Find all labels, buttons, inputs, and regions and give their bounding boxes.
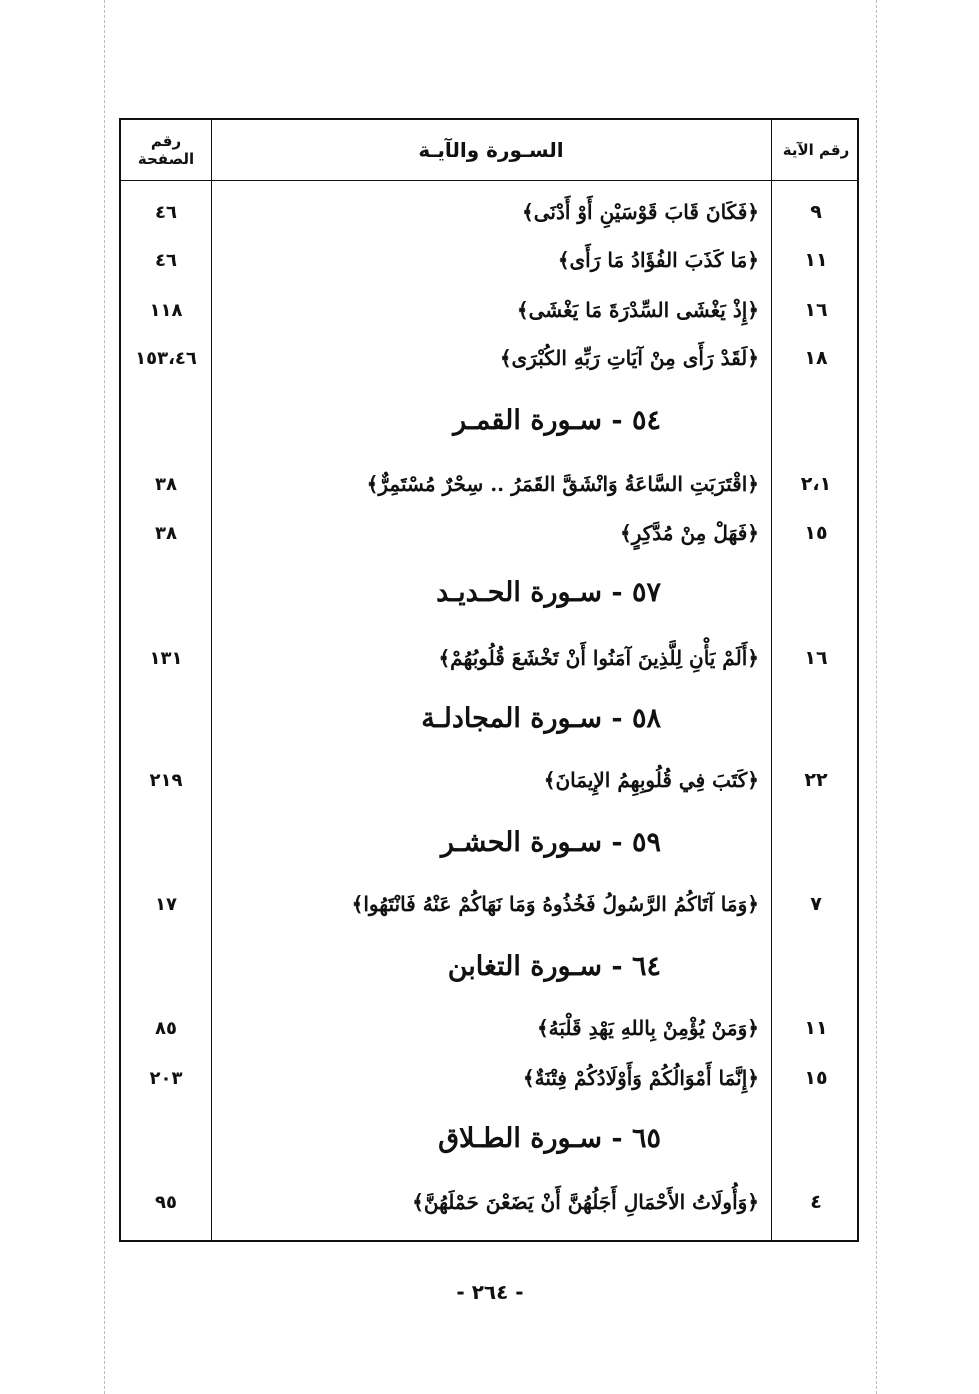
surah-heading: ٥٨ - سـورة المجادلـة bbox=[421, 702, 661, 734]
footer-page-number: - ٢٦٤ - bbox=[456, 1280, 524, 1304]
ayah-text: ﴿مَا كَذَبَ الفُؤَادُ مَا رَأَى﴾ bbox=[557, 248, 759, 272]
ayah-number: ١٥ bbox=[804, 522, 828, 544]
ayah-text: ﴿فَكَانَ قَابَ قَوْسَيْنِ أَوْ أَدْنَى﴾ bbox=[522, 200, 759, 224]
ayah-text: ﴿اقْتَرَبَتِ السَّاعَةُ وَانْشَقَّ القَمَرُ .. سِحْرٌ مُسْتَمِرٌّ﴾ bbox=[366, 472, 759, 496]
surah-heading: ٥٩ - سـورة الحشـر bbox=[440, 826, 661, 858]
index-table bbox=[119, 118, 859, 1242]
ayah-text: ﴿وَأُولَاتُ الأَحْمَالِ أَجَلُهُنَّ أَنْ يَضَعْنَ حَمْلَهُنَّ﴾ bbox=[412, 1190, 759, 1214]
page-number: ١٣١ bbox=[149, 647, 183, 669]
header-divider bbox=[121, 180, 857, 181]
table-row bbox=[121, 884, 861, 924]
table-row bbox=[121, 1182, 861, 1222]
margin-guide bbox=[876, 0, 877, 1394]
ayah-number: ٢،١ bbox=[800, 473, 832, 495]
table-row bbox=[121, 192, 861, 232]
ayah-text: ﴿إِذْ يَغْشَى السِّدْرَةَ مَا يَغْشَى﴾ bbox=[516, 298, 759, 322]
ayah-number: ١٦ bbox=[804, 647, 828, 669]
page-number: ٨٥ bbox=[155, 1017, 177, 1039]
table-row bbox=[121, 338, 861, 378]
ayah-number: ١٨ bbox=[804, 347, 828, 369]
ayah-number: ١٦ bbox=[804, 299, 828, 321]
table-row bbox=[121, 513, 861, 553]
table-row bbox=[121, 290, 861, 330]
ayah-text: ﴿كَتَبَ فِي قُلُوبِهِمُ الإِيمَانَ﴾ bbox=[543, 768, 759, 792]
margin-guide bbox=[104, 0, 105, 1394]
header-surah-ayah: السـورة والآيـة bbox=[418, 138, 564, 162]
page-number: ٩٥ bbox=[155, 1191, 177, 1213]
page-number: ١٥٣،٤٦ bbox=[135, 347, 197, 369]
page-number: ١٧ bbox=[155, 893, 177, 915]
header-ayah-number: رقم الآية bbox=[782, 141, 850, 159]
ayah-number: ٩ bbox=[810, 201, 822, 223]
page-number: ٤٦ bbox=[155, 201, 177, 223]
ayah-number: ١١ bbox=[804, 249, 828, 271]
ayah-number: ١٥ bbox=[804, 1067, 828, 1089]
page-number: ١١٨ bbox=[149, 299, 183, 321]
table-row bbox=[121, 760, 861, 800]
surah-heading: ٦٤ - سـورة التغابن bbox=[447, 950, 661, 982]
table-row bbox=[121, 1058, 861, 1098]
table-row bbox=[121, 1008, 861, 1048]
ayah-text: ﴿وَمَنْ يُؤْمِنْ بِاللهِ يَهْدِ قَلْبَهُ﴾ bbox=[536, 1016, 759, 1040]
ayah-text: ﴿إِنَّمَا أَمْوَالُكُمْ وَأَوْلَادُكُمْ فِتْنَةٌ﴾ bbox=[522, 1066, 759, 1090]
ayah-number: ٤ bbox=[810, 1191, 822, 1213]
surah-heading: ٥٤ - سـورة القمـر bbox=[453, 404, 661, 436]
table-row bbox=[121, 464, 861, 504]
page-number: ٤٦ bbox=[155, 249, 177, 271]
header-page-number: رقم الصفحة bbox=[137, 132, 195, 168]
page-number: ٣٨ bbox=[155, 473, 177, 495]
ayah-number: ٧ bbox=[810, 893, 822, 915]
ayah-text: ﴿أَلَمْ يَأْنِ لِلَّذِينَ آمَنُوا أَنْ تَخْشَعَ قُلُوبُهُمْ﴾ bbox=[438, 646, 759, 670]
page-number: ٢٠٣ bbox=[149, 1067, 183, 1089]
table-row bbox=[121, 638, 861, 678]
ayah-text: ﴿لَقَدْ رَأَى مِنْ آيَاتِ رَبِّهِ الكُبْرَى﴾ bbox=[499, 346, 759, 370]
ayah-number: ١١ bbox=[804, 1017, 828, 1039]
surah-heading: ٥٧ - سـورة الحـديـد bbox=[436, 576, 661, 608]
surah-heading: ٦٥ - سـورة الطـلاق bbox=[438, 1122, 661, 1154]
table-row bbox=[121, 240, 861, 280]
page-number: ٢١٩ bbox=[149, 769, 183, 791]
page-number: ٣٨ bbox=[155, 522, 177, 544]
ayah-number: ٢٢ bbox=[804, 769, 828, 791]
ayah-text: ﴿فَهَلْ مِنْ مُدَّكِرٍ﴾ bbox=[620, 521, 759, 545]
ayah-text: ﴿وَمَا آتَاكُمُ الرَّسُولُ فَخُذُوهُ وَمَا نَهَاكُمْ عَنْهُ فَانْتَهُوا﴾ bbox=[351, 892, 759, 916]
